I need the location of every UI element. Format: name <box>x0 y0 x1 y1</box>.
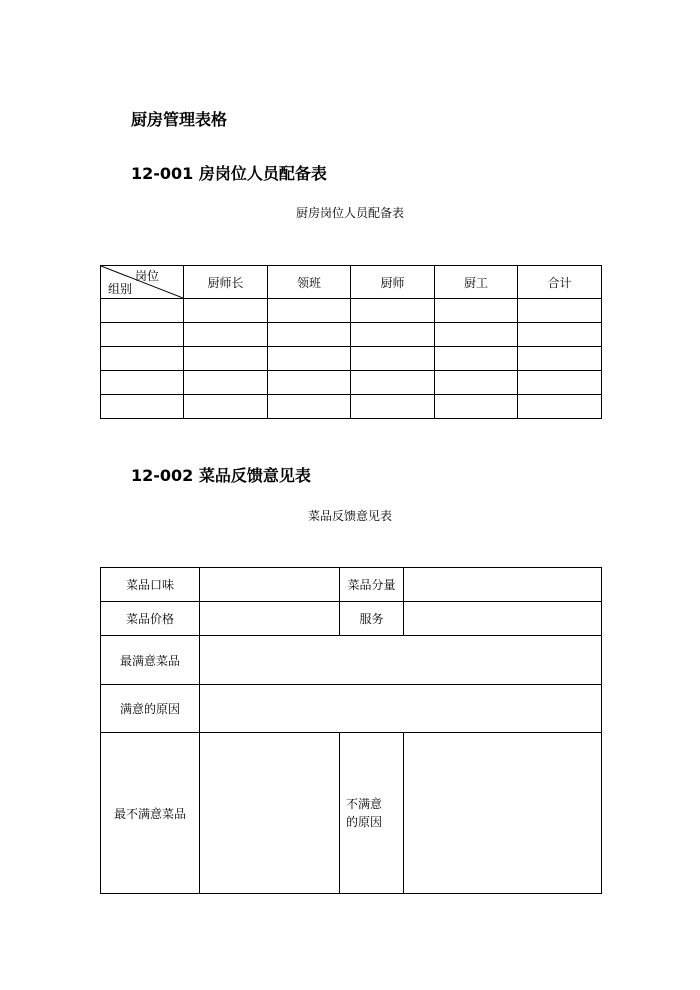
section2-caption: 菜品反馈意见表 <box>307 509 392 523</box>
price-field[interactable] <box>200 602 340 636</box>
portion-field[interactable] <box>404 568 602 602</box>
table-cell[interactable] <box>101 395 184 419</box>
taste-field[interactable] <box>200 568 340 602</box>
most-satisfied-label: 最满意菜品 <box>101 636 200 685</box>
table-cell[interactable] <box>268 323 351 347</box>
unsatisfied-reason-label-line1: 不满意 <box>346 797 383 811</box>
page-title: 厨房管理表格 <box>131 110 228 129</box>
table-cell[interactable] <box>518 347 602 371</box>
table-cell[interactable] <box>101 371 184 395</box>
column-header: 领班 <box>268 266 351 299</box>
table-cell[interactable] <box>101 323 184 347</box>
table-cell[interactable] <box>351 395 435 419</box>
table-cell[interactable] <box>184 347 268 371</box>
section2-heading: 12-002 菜品反馈意见表 <box>131 466 311 485</box>
header-group-label: 组别 <box>108 282 133 296</box>
header-position-label: 岗位 <box>134 269 159 283</box>
most-satisfied-field[interactable] <box>200 636 602 685</box>
section1-caption: 厨房岗位人员配备表 <box>295 206 404 220</box>
table-row <box>101 371 602 395</box>
table-row <box>101 323 602 347</box>
table-cell[interactable] <box>184 371 268 395</box>
column-header: 厨师长 <box>184 266 268 299</box>
table-cell[interactable] <box>351 299 435 323</box>
table-cell[interactable] <box>435 371 518 395</box>
table-cell[interactable] <box>184 395 268 419</box>
taste-label: 菜品口味 <box>101 568 200 602</box>
diagonal-header-cell <box>101 266 184 299</box>
column-header: 厨工 <box>435 266 518 299</box>
satisfied-reason-field[interactable] <box>200 685 602 733</box>
portion-label: 菜品分量 <box>340 568 404 602</box>
table-cell[interactable] <box>435 323 518 347</box>
table-row <box>101 347 602 371</box>
table-cell[interactable] <box>101 299 184 323</box>
table-cell[interactable] <box>518 323 602 347</box>
unsatisfied-reason-label-line2: 的原因 <box>346 815 383 829</box>
table-cell[interactable] <box>351 371 435 395</box>
section1-heading: 12-001 房岗位人员配备表 <box>131 164 327 183</box>
table-cell[interactable] <box>351 347 435 371</box>
table-cell[interactable] <box>518 395 602 419</box>
service-field[interactable] <box>404 602 602 636</box>
table-cell[interactable] <box>435 395 518 419</box>
table-row <box>101 395 602 419</box>
table-cell[interactable] <box>268 347 351 371</box>
feedback-table <box>100 567 602 894</box>
price-label: 菜品价格 <box>101 602 200 636</box>
satisfied-reason-label: 满意的原因 <box>101 685 200 733</box>
table-cell[interactable] <box>351 323 435 347</box>
table-cell[interactable] <box>101 347 184 371</box>
table-cell[interactable] <box>184 323 268 347</box>
unsatisfied-reason-field[interactable] <box>404 733 602 894</box>
table-cell[interactable] <box>268 371 351 395</box>
table-cell[interactable] <box>518 299 602 323</box>
column-header: 合计 <box>518 266 602 299</box>
unsatisfied-reason-label <box>340 733 404 894</box>
service-label: 服务 <box>340 602 404 636</box>
table-cell[interactable] <box>518 371 602 395</box>
column-header: 厨师 <box>351 266 435 299</box>
table-cell[interactable] <box>435 347 518 371</box>
table-cell[interactable] <box>435 299 518 323</box>
staffing-table <box>100 265 602 419</box>
table-cell[interactable] <box>184 299 268 323</box>
least-satisfied-label: 最不满意菜品 <box>101 733 200 894</box>
table-cell[interactable] <box>268 395 351 419</box>
table-row <box>101 299 602 323</box>
least-satisfied-field[interactable] <box>200 733 340 894</box>
table-cell[interactable] <box>268 299 351 323</box>
